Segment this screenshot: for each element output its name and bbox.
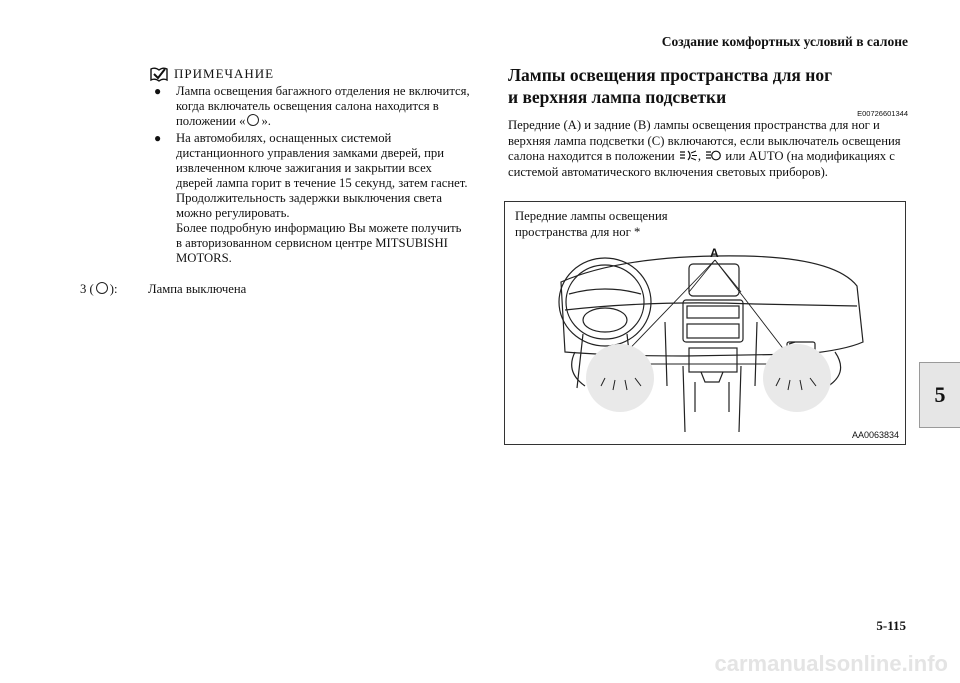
position-text: Лампа выключена: [148, 282, 247, 296]
note-bullet: [150, 84, 470, 129]
note-icon: [150, 66, 168, 82]
lamp-off-icon: [247, 114, 259, 126]
note-text: ».: [261, 114, 271, 128]
position-3-line: [80, 282, 246, 297]
section-tab[interactable]: 5: [919, 362, 960, 428]
body-text-before: Передние (А) и задние (В) лампы освещения пространства для ног и верхняя лампа подсветки (С) включаются, если выключатель освещения салона находится в положении: [508, 118, 901, 163]
note-text: На автомобилях, оснащенных системой дистанционного управления замками дверей, при извлеченном ключе зажигания и закрытии всех дверей лампа горит в течение 15 секунд, затем гаснет.: [176, 131, 468, 190]
position-label: [80, 282, 148, 297]
lamp-off-icon: [96, 282, 108, 294]
figure-caption: Передние лампы освещения пространства для ног *: [515, 209, 668, 239]
note-bullet: [150, 131, 470, 266]
figure-code: AA0063834: [851, 430, 899, 440]
position-prefix: 3 (: [80, 282, 94, 296]
note-text: Продолжительность задержки выключения света можно регулировать.: [176, 191, 442, 220]
section-block: [508, 64, 908, 180]
section-title-line2: и верхняя лампа подсветки: [508, 87, 727, 107]
page-number: 5-115: [876, 618, 906, 633]
body-text-after: или AUTO (на модификациях с системой автоматического включения световых приборов).: [508, 149, 895, 179]
running-header: Создание комфортных условий в салоне: [661, 34, 908, 49]
dashboard-illustration: [505, 202, 905, 444]
section-title-line1: Лампы освещения пространства для ног: [508, 65, 833, 85]
note-text: Более подробную информацию Вы можете получить в авторизованном сервисном центре MITSUBISHI MOTORS.: [176, 221, 462, 265]
body-sep: ,: [697, 149, 702, 163]
note-text: Лампа освещения багажного отделения не включится, когда включатель освещения салона находится в положении «: [176, 84, 470, 128]
section-title: [508, 64, 908, 108]
on-position-icon: [704, 150, 722, 161]
position-suffix: ):: [109, 282, 118, 296]
illustration-frame: [504, 201, 906, 445]
section-code: E00726601344: [857, 109, 908, 118]
note-block: [150, 66, 470, 266]
bullet-icon: ●: [154, 84, 162, 98]
note-header: [150, 66, 470, 82]
section-body: [508, 118, 908, 180]
bullet-icon: ●: [154, 131, 162, 145]
callout-label-a: A: [710, 246, 719, 260]
door-position-icon: [678, 150, 698, 161]
watermark: carmanualsonline.info: [714, 651, 948, 676]
note-label: ПРИМЕЧАНИЕ: [174, 66, 275, 81]
